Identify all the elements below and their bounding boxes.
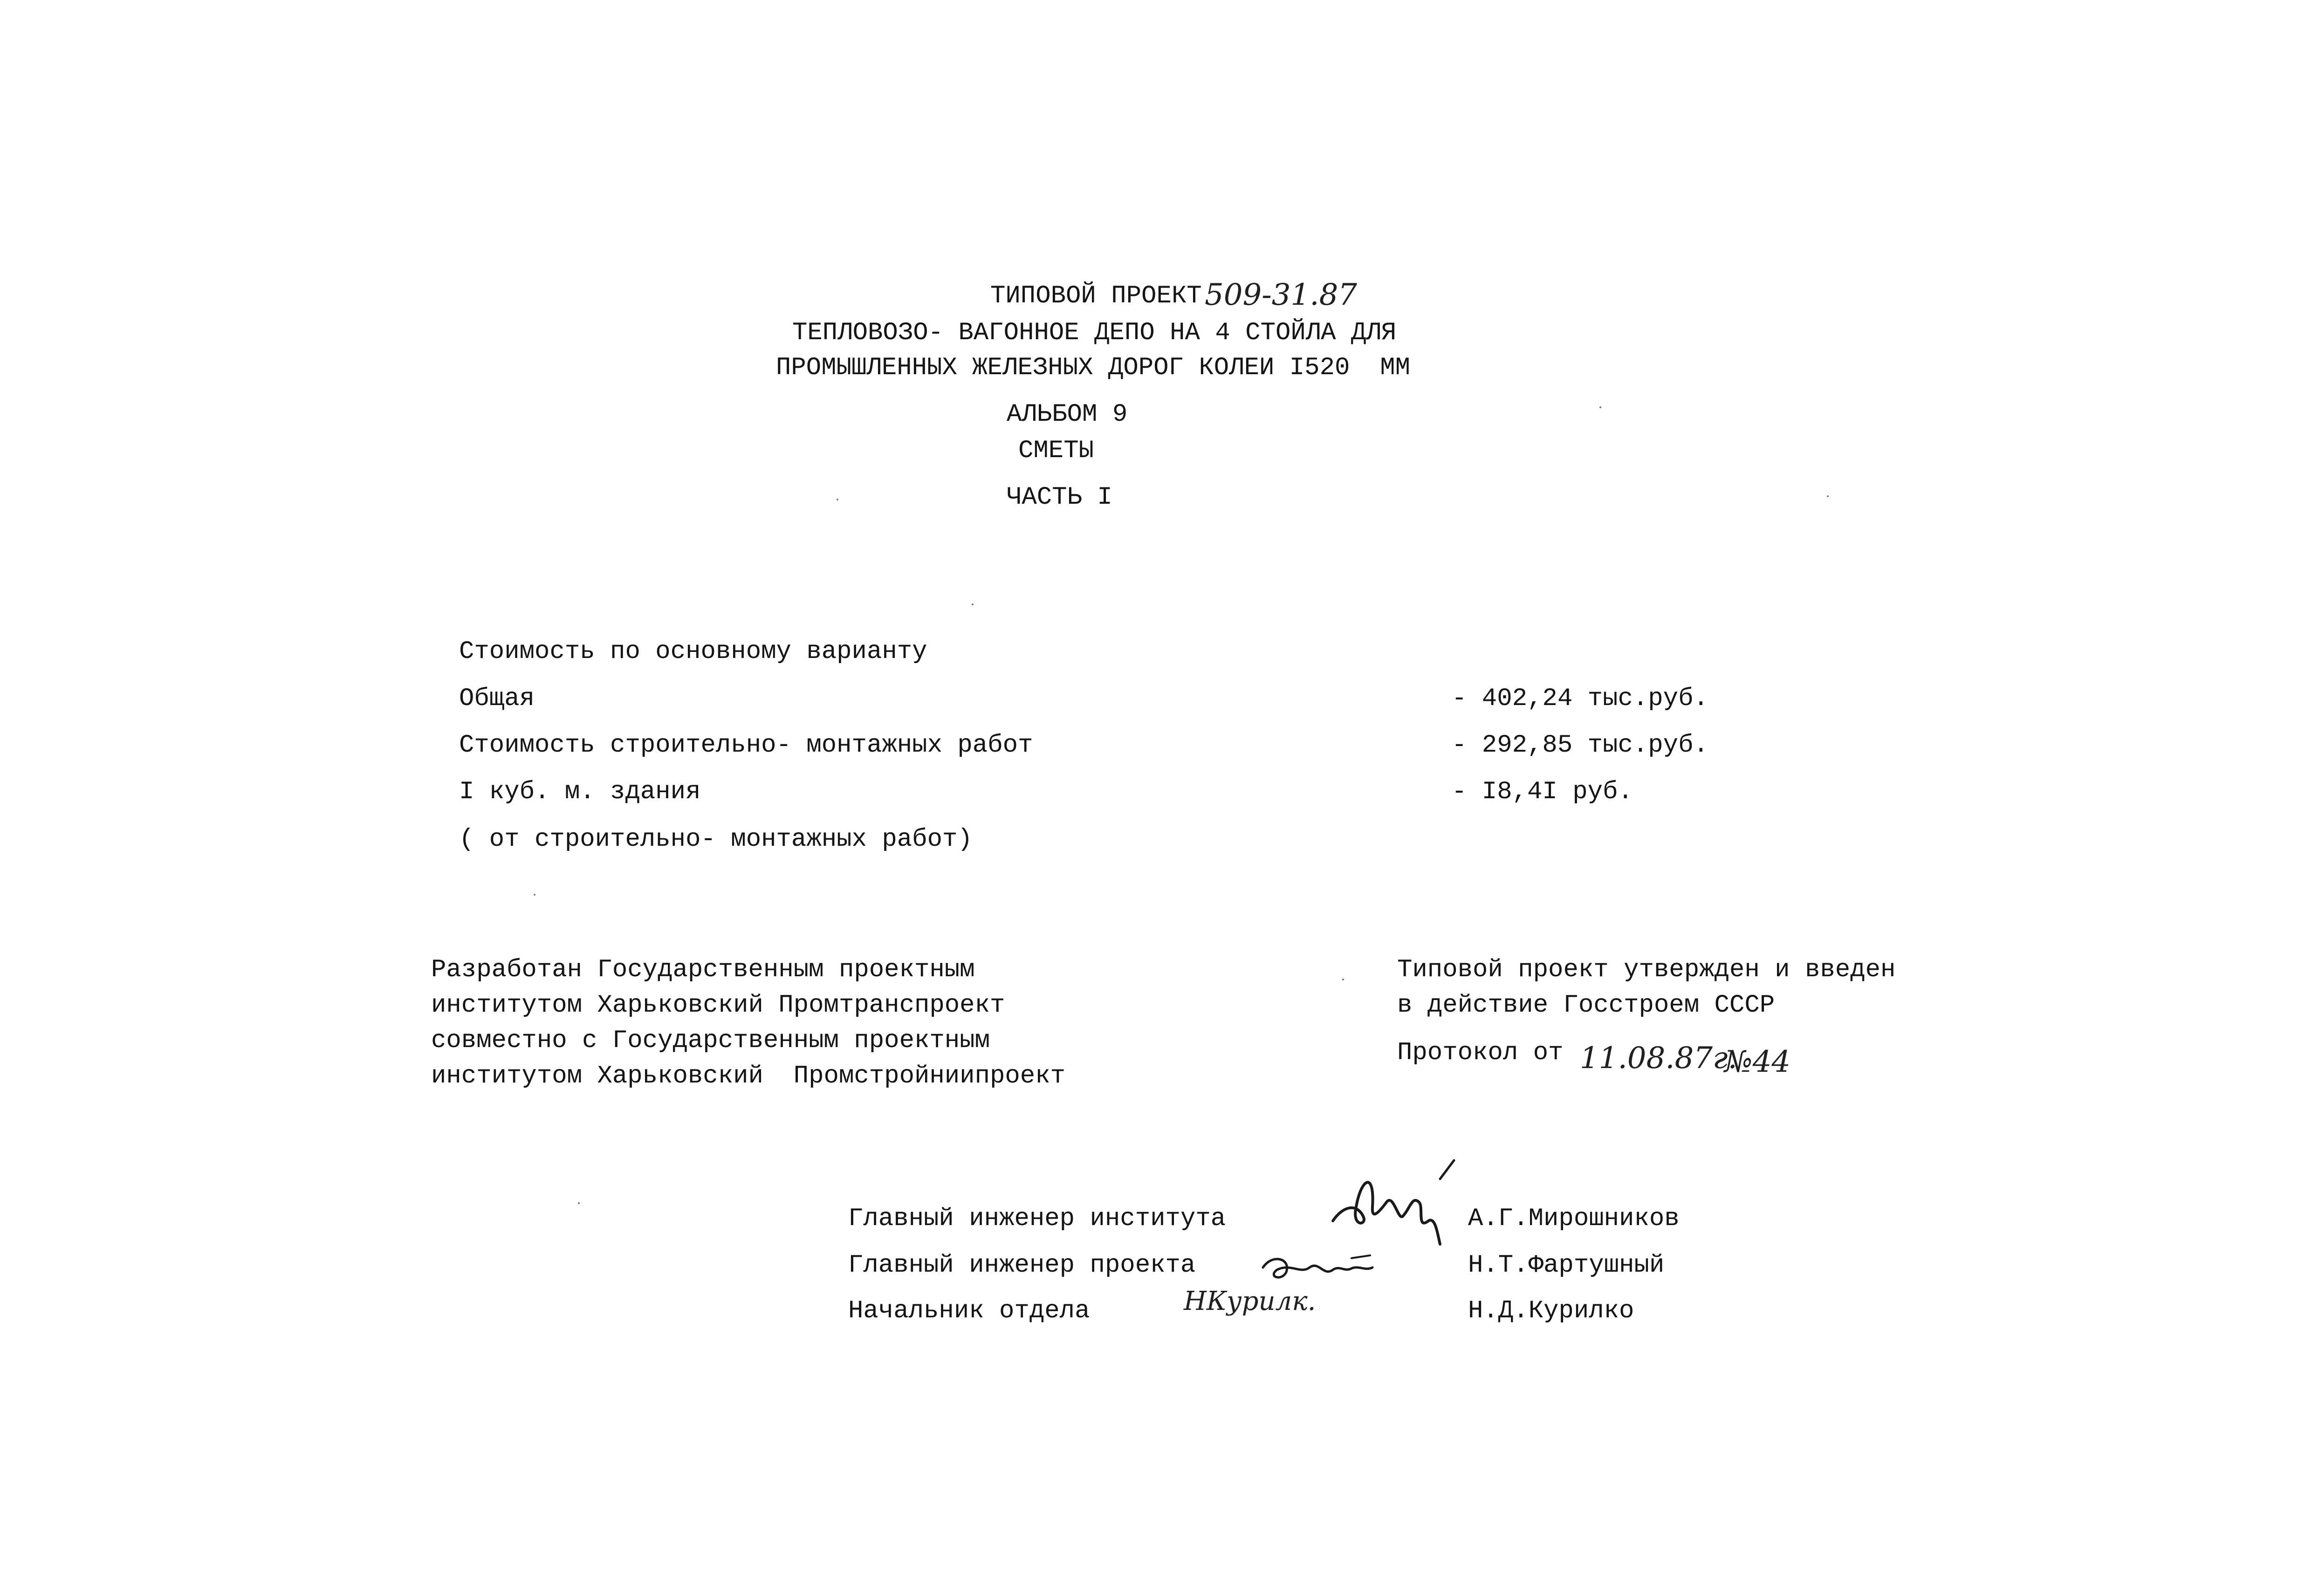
cost-note: ( от строительно- монтажных работ) xyxy=(459,825,973,854)
cost-row-label: Стоимость строительно- монтажных работ xyxy=(459,731,1033,760)
scan-speck xyxy=(1599,406,1601,408)
signature-role: Начальник отдела xyxy=(848,1297,1090,1325)
project-number: 509-31.87 xyxy=(1205,278,1357,312)
cost-row-value: - I8,4I руб. xyxy=(1452,778,1633,806)
cost-row-value: - 292,85 тыс.руб. xyxy=(1452,731,1708,760)
scan-speck xyxy=(1342,979,1344,980)
signature-name: А.Г.Мирошников xyxy=(1468,1205,1680,1233)
scan-speck xyxy=(534,894,535,896)
signature-name: Н.Т.Фартушный xyxy=(1468,1251,1665,1280)
signature-chief-engineer-project xyxy=(1258,1249,1379,1286)
developer-line: Разработан Государственным проектным xyxy=(431,956,975,984)
protocol-date: 11.08.87г. xyxy=(1580,1041,1737,1075)
project-label: ТИПОВОЙ ПРОЕКТ xyxy=(990,282,1202,310)
section-label: СМЕТЫ xyxy=(1018,437,1094,465)
album-label: АЛЬБОМ 9 xyxy=(1007,400,1128,429)
approval-line-1: Типовой проект утвержден и введен xyxy=(1397,956,1896,984)
signature-chief-engineer-institute xyxy=(1324,1151,1463,1254)
cost-row-label: Общая xyxy=(459,685,535,713)
developer-line: институтом Харьковский Промтранспроект xyxy=(431,991,1005,1020)
cost-row-label: I куб. м. здания xyxy=(459,778,701,806)
title-line-1: ТЕПЛОВОЗО- ВАГОННОЕ ДЕПО НА 4 СТОЙЛА ДЛЯ xyxy=(792,319,1397,347)
part-label: ЧАСТЬ I xyxy=(1007,483,1112,512)
cost-row-value: - 402,24 тыс.руб. xyxy=(1452,685,1708,713)
signature-department-head: НКурилк. xyxy=(1184,1286,1316,1316)
protocol-number: №44 xyxy=(1724,1045,1791,1079)
title-line-2: ПРОМЫШЛЕННЫХ ЖЕЛЕЗНЫХ ДОРОГ КОЛЕИ I520 ММ xyxy=(776,354,1411,382)
signature-role: Главный инженер проекта xyxy=(848,1251,1196,1280)
developer-line: совместно с Государственным проектным xyxy=(431,1027,990,1055)
developer-line: институтом Харьковский Промстройниипроект xyxy=(431,1062,1066,1090)
scan-speck xyxy=(578,1202,580,1204)
cost-heading: Стоимость по основному варианту xyxy=(459,637,927,666)
protocol-label: Протокол от xyxy=(1397,1039,1564,1067)
scan-speck xyxy=(837,499,838,500)
approval-line-2: в действие Госстроем СССР xyxy=(1397,991,1775,1020)
signature-name: Н.Д.Курилко xyxy=(1468,1297,1634,1325)
scan-speck xyxy=(972,603,974,605)
signature-role: Главный инженер института xyxy=(848,1205,1226,1233)
scan-speck xyxy=(1827,495,1829,497)
